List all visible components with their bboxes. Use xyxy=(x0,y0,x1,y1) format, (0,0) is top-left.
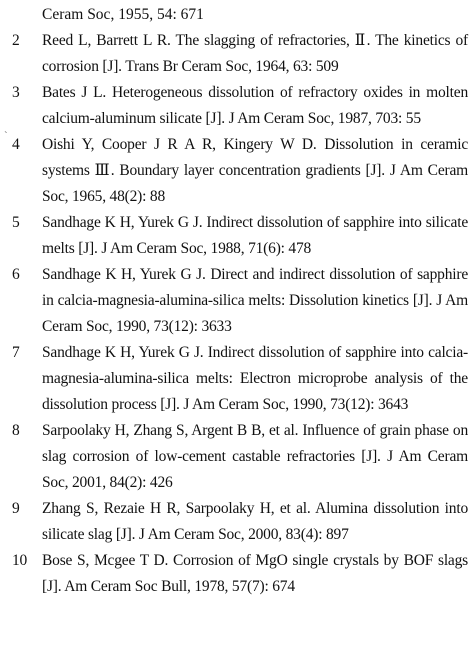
reference-item-7 xyxy=(12,340,468,418)
reference-text: Reed L, Barrett L R. The slagging of refractories, Ⅱ. The kinetics of corrosion [J]. Trans Br Ceram Soc, 1964, 63: 509 xyxy=(42,32,468,75)
reference-number: 3 xyxy=(12,84,20,101)
reference-number: 2 xyxy=(12,32,20,49)
reference-number: 10 xyxy=(12,552,28,569)
reference-number: 8 xyxy=(12,422,20,439)
reference-number: 4 xyxy=(12,136,20,153)
reference-item-4 xyxy=(12,132,468,210)
scan-mark: ` xyxy=(4,130,8,142)
reference-text: Zhang S, Rezaie H R, Sarpoolaky H, et al. Alumina dissolution into silicate slag [J]. J Am Ceram Soc, 2000, 83(4): 897 xyxy=(42,500,468,543)
reference-text: Bose S, Mcgee T D. Corrosion of MgO single crystals by BOF slags [J]. Am Ceram Soc Bull, 1978, 57(7): 674 xyxy=(42,552,468,595)
reference-text: Sandhage K H, Yurek G J. Direct and indirect dissolution of sapphire in calcia-magnesia-alumina-silica melts: Dissolution kinetics [J]. J Am Ceram Soc, 1990, 73(12): 3633 xyxy=(42,266,468,335)
reference-item-3 xyxy=(12,80,468,132)
reference-item-8 xyxy=(12,418,468,496)
reference-1-continuation: Ceram Soc, 1955, 54: 671 xyxy=(42,6,204,23)
reference-number: 6 xyxy=(12,266,20,283)
reference-text: Sandhage K H, Yurek G J. Indirect dissolution of sapphire into calcia-magnesia-alumina-silica melts: Electron microprobe analysis of the dissolution process [J]. J Am Ceram Soc, 1990, 73(12): 3643 xyxy=(42,344,468,413)
reference-text: Sarpoolaky H, Zhang S, Argent B B, et al. Influence of grain phase on slag corrosion of low-cement castable refractories [J]. J Am Ceram Soc, 2001, 84(2): 426 xyxy=(42,422,468,491)
reference-text: Sandhage K H, Yurek G J. Indirect dissolution of sapphire into silicate melts [J]. J Am Ceram Soc, 1988, 71(6): 478 xyxy=(42,214,468,257)
reference-text: Bates J L. Heterogeneous dissolution of refractory oxides in molten calcium-aluminum silicate [J]. J Am Ceram Soc, 1987, 703: 55 xyxy=(42,84,468,127)
reference-item-5 xyxy=(12,210,468,262)
reference-number: 5 xyxy=(12,214,20,231)
reference-list xyxy=(12,28,468,600)
reference-item-6 xyxy=(12,262,468,340)
reference-text: Oishi Y, Cooper J R A R, Kingery W D. Dissolution in ceramic systems Ⅲ. Boundary layer concentration gradients [J]. J Am Ceram Soc, 1965, 48(2): 88 xyxy=(42,136,468,205)
reference-item-10 xyxy=(12,548,468,600)
reference-item-2 xyxy=(12,28,468,80)
reference-item-9 xyxy=(12,496,468,548)
reference-number: 7 xyxy=(12,344,20,361)
reference-number: 9 xyxy=(12,500,20,517)
